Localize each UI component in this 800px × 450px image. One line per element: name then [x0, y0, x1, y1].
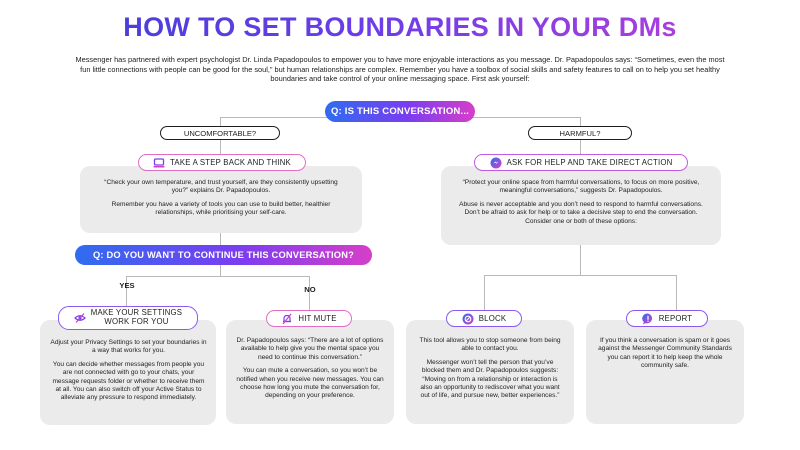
step-back-text-1: “Check your own temperature, and trust yourself, are they consistently upsetting you?” explains Dr. Papadopoulos.: [104, 179, 338, 195]
branch-uncomfortable: UNCOMFORTABLE?: [160, 126, 280, 140]
step-back-label-text: TAKE A STEP BACK AND THINK: [170, 158, 291, 167]
mute-text-2: You can mute a conversation, so you won’t be notified when you receive new messages. You can choose how long you mute the conversation for, depending on your preference.: [236, 367, 384, 400]
ask-help-label-text: ASK FOR HELP AND TAKE DIRECT ACTION: [506, 158, 673, 167]
block-icon: [462, 313, 474, 325]
settings-text-1: Adjust your Privacy Settings to set your boundaries in a way that works for you.: [50, 339, 207, 355]
settings-label-line2: WORK FOR YOU: [104, 317, 169, 326]
report-box: [586, 320, 744, 424]
eye-off-icon: [74, 312, 86, 324]
block-text-2: Messenger won’t tell the person that you’ve blocked them and Dr. Papadopoulos suggests: “Moving on from a relationship or interaction is also an opportunity to rediscover what you want out of life, and pursue new, better experiences.”: [420, 358, 560, 400]
connector: [220, 117, 221, 126]
report-label: [626, 310, 708, 327]
block-box: [406, 320, 574, 424]
ask-help-text-2: Abuse is never acceptable and you don’t need to respond to harmful conversations. Don’t be afraid to ask for help or to take a decisive step to end the conversation. Consider one or both of these options:: [459, 200, 703, 225]
chat-bubble-icon: [490, 157, 502, 169]
intro-text: Messenger has partnered with expert psychologist Dr. Linda Papadopoulos to empower you to have more enjoyable interactions as you message. Dr. Papadopoulos says: “Sometimes, even the most fun little connections with people can be good for the soul,” but human relationships are complex. Remember you have a toolbox of social skills and safety features to call on to help you set healthy boundaries and take control of your online messaging space. First ask yourself:: [75, 55, 725, 84]
connector: [676, 275, 677, 311]
connector: [580, 117, 581, 126]
step-back-text-2: Remember you have a variety of tools you can use to build better, healthier relationships, while prioritising your self-care.: [111, 200, 331, 217]
branch-harmful: HARMFUL?: [528, 126, 632, 140]
settings-label-text: [91, 309, 182, 326]
question-is-this-conversation: Q: IS THIS CONVERSATION...: [325, 101, 475, 122]
connector: [220, 264, 221, 276]
ask-help-text-1: “Protect your online space from harmful conversations, to focus on more positive, meaningful conversations,” suggests Dr. Papadopoulos.: [462, 179, 700, 195]
block-text-1: This tool allows you to stop someone from being able to contact you.: [419, 337, 561, 353]
connector: [220, 232, 221, 245]
mute-box: [226, 320, 394, 424]
connector: [126, 276, 309, 277]
page-title: HOW TO SET BOUNDARIES IN YOUR DMs: [0, 12, 800, 43]
report-bubble-icon: [642, 313, 654, 325]
step-back-label: [138, 154, 306, 171]
settings-text-2: You can decide whether messages from people you are not connected with go to your chats, your message requests folder or whether to receive them at all. You can also switch off your Active Status to alleviate any pressure to respond immediately.: [52, 360, 205, 402]
ask-help-box: [441, 166, 721, 245]
answer-yes: YES: [119, 280, 135, 290]
report-text-1: If you think a conversation is spam or it goes against the Messenger Community Standards you can report it to help keep the whole community safe.: [598, 337, 732, 370]
connector: [580, 245, 581, 275]
laptop-icon: [153, 157, 165, 169]
ask-help-label: [474, 154, 688, 171]
connector: [484, 275, 485, 311]
question-continue-conversation: Q: DO YOU WANT TO CONTINUE THIS CONVERSATION?: [75, 245, 372, 265]
bell-off-icon: [281, 313, 293, 325]
settings-box: [40, 320, 216, 425]
mute-label-text: HIT MUTE: [298, 314, 337, 323]
settings-label: [58, 306, 198, 330]
block-label-text: BLOCK: [478, 314, 507, 323]
settings-label-line1: MAKE YOUR SETTINGS: [90, 308, 183, 318]
report-label-text: REPORT: [658, 314, 693, 323]
mute-text-1: Dr. Papadopoulos says: “There are a lot of options available to help give you the mental space you need to continue this conversation.”: [236, 337, 384, 361]
block-label: [446, 310, 522, 327]
connector: [484, 275, 676, 276]
mute-label: [266, 310, 352, 327]
answer-no: NO: [304, 284, 316, 294]
step-back-box: [80, 166, 362, 233]
